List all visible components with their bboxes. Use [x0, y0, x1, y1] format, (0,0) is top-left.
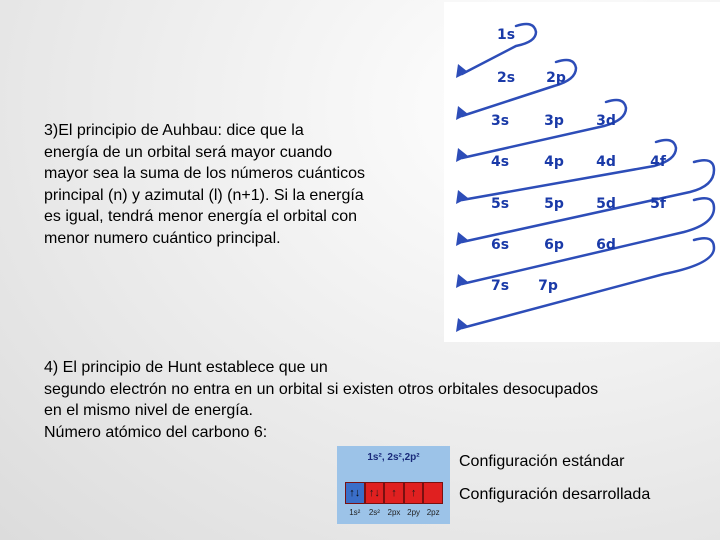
text-line: menor numero cuántico principal.	[44, 229, 281, 247]
orbital-label: 3d	[596, 113, 616, 129]
orbital-label: 1s	[496, 27, 516, 43]
orbital-label: 5s	[490, 196, 510, 212]
orbital-box: ↑↓	[345, 482, 365, 504]
text-line: Número atómico del carbono 6:	[44, 423, 268, 441]
orbital-box-label: 1s²	[349, 508, 361, 517]
orbital-label: 4f	[650, 154, 666, 170]
text-line: 4) El principio de Hunt establece que un	[44, 359, 328, 376]
orbital-box-label: 2py	[407, 508, 421, 517]
orbital-label: 2s	[496, 70, 516, 86]
orbital-label: 7s	[490, 278, 510, 294]
orbital-label: 4d	[596, 154, 616, 170]
text-line: energía de un orbital será mayor cuando	[44, 143, 333, 161]
orbital-label: 6p	[544, 237, 564, 253]
orbital-box-label: 2px	[387, 508, 401, 517]
orbital-box-label: 2s²	[368, 508, 380, 517]
orbital-label: 6d	[596, 237, 616, 253]
text-line: mayor sea la suma de los números cuánticos	[44, 165, 366, 182]
orbital-label: 5f	[650, 196, 666, 212]
orbital-box-labels	[345, 508, 443, 517]
orbital-box: ↑	[384, 482, 404, 504]
carbon-configuration-image	[337, 446, 450, 524]
orbital-label: 4p	[544, 154, 564, 170]
orbital-box: ↑	[404, 482, 424, 504]
text-line: principal (n) y azimutal (l) (n+1). Si la energía	[44, 186, 364, 204]
aufbau-diagram	[444, 2, 720, 342]
expanded-configuration-label: Configuración desarrollada	[459, 486, 651, 503]
orbital-label: 5p	[544, 196, 564, 212]
orbital-box: ↑↓	[365, 482, 385, 504]
orbital-label: 6s	[490, 237, 510, 253]
orbital-box	[423, 482, 443, 504]
text-line: es igual, tendrá menor energía el orbital con	[44, 208, 358, 225]
aufbau-principle-text	[44, 120, 414, 249]
orbital-label: 3s	[490, 113, 510, 129]
orbital-box-label: 2pz	[426, 508, 440, 517]
text-line: segundo electrón no entra en un orbital si existen otros orbitales desocupados	[44, 380, 599, 398]
text-line: en el mismo nivel de energía.	[44, 402, 253, 419]
orbital-boxes	[345, 482, 443, 504]
orbital-label: 7p	[538, 278, 558, 294]
orbital-label: 5d	[596, 196, 616, 212]
hund-principle-text	[44, 357, 704, 443]
orbital-label: 4s	[490, 154, 510, 170]
standard-configuration-label: Configuración estándar	[459, 453, 625, 470]
text-line: 3)El principio de Auhbau: dice que la	[44, 122, 304, 139]
orbital-label: 3p	[544, 113, 564, 129]
orbital-label: 2p	[546, 70, 566, 86]
configuration-formula: 1s², 2s²,2p²	[367, 452, 420, 463]
